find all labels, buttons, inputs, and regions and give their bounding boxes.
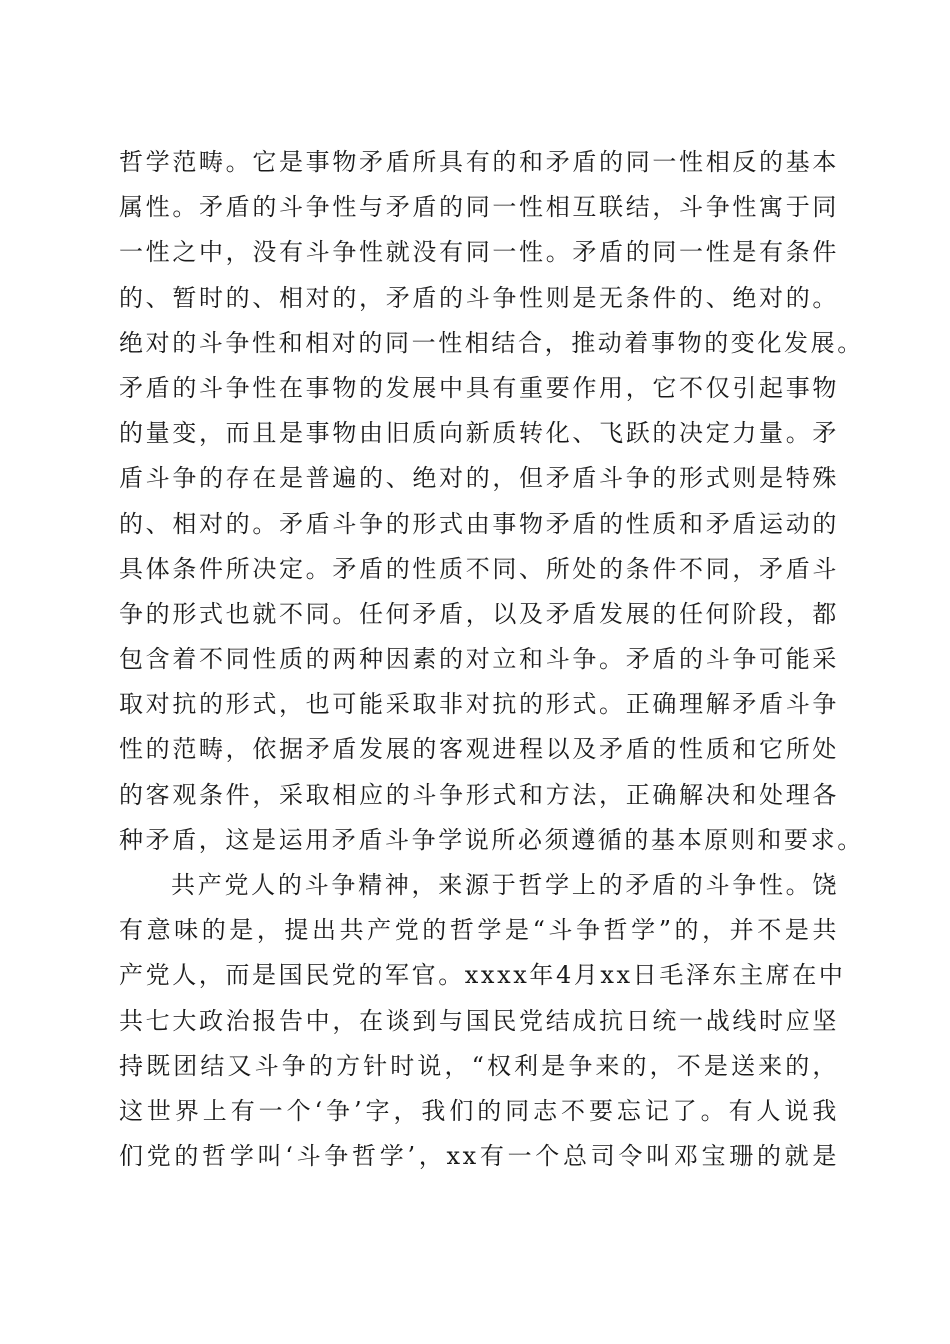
text-line: 性的范畴，依据矛盾发展的客观进程以及矛盾的性质和它所处 bbox=[119, 735, 839, 764]
paragraph-end-line: 种矛盾，这是运用矛盾斗争学说所必须遵循的基本原则和要求。 bbox=[119, 825, 864, 854]
text-line: 一性之中，没有斗争性就没有同一性。矛盾的同一性是有条件 bbox=[119, 238, 839, 267]
text-line: 的客观条件，采取相应的斗争形式和方法，正确解决和处理各 bbox=[119, 780, 839, 809]
text-line: 有意味的是，提出共产党的哲学是“斗争哲学”的，并不是共 bbox=[119, 916, 839, 945]
text-line: 产党人，而是国民党的军官。xxxx年4月xx日毛泽东主席在中 bbox=[119, 961, 846, 990]
text-line: 的、相对的。矛盾斗争的形式由事物矛盾的性质和矛盾运动的 bbox=[119, 509, 839, 538]
text-line: 包含着不同性质的两种因素的对立和斗争。矛盾的斗争可能采 bbox=[119, 645, 839, 674]
text-line: 的量变，而且是事物由旧质向新质转化、飞跃的决定力量。矛 bbox=[119, 419, 839, 448]
text-line: 共七大政治报告中，在谈到与国民党结成抗日统一战线时应坚 bbox=[119, 1006, 839, 1035]
text-line: 盾斗争的存在是普遍的、绝对的，但矛盾斗争的形式则是特殊 bbox=[119, 464, 839, 493]
text-line: 矛盾的斗争性在事物的发展中具有重要作用，它不仅引起事物 bbox=[119, 373, 839, 402]
text-line: 具体条件所决定。矛盾的性质不同、所处的条件不同，矛盾斗 bbox=[119, 554, 839, 583]
text-line: 的、暂时的、相对的，矛盾的斗争性则是无条件的、绝对的。 bbox=[119, 283, 839, 312]
text-line: 持既团结又斗争的方针时说，“权利是争来的，不是送来的， bbox=[119, 1051, 839, 1080]
paragraph-start-line: 共产党人的斗争精神，来源于哲学上的矛盾的斗争性。饶 bbox=[171, 871, 839, 899]
body-text bbox=[119, 140, 864, 1179]
text-line: 取对抗的形式，也可能采取非对抗的形式。正确理解矛盾斗争 bbox=[119, 690, 839, 719]
text-line: 属性。矛盾的斗争性与矛盾的同一性相互联结，斗争性寓于同 bbox=[119, 193, 839, 222]
text-line: 哲学范畴。它是事物矛盾所具有的和矛盾的同一性相反的基本 bbox=[119, 148, 839, 176]
text-line: 这世界上有一个‘争’字，我们的同志不要忘记了。有人说我 bbox=[119, 1096, 839, 1125]
text-line: 们党的哲学叫‘斗争哲学’，xx有一个总司令叫邓宝珊的就是 bbox=[119, 1142, 839, 1171]
text-line: 争的形式也就不同。任何矛盾，以及矛盾发展的任何阶段，都 bbox=[119, 599, 839, 628]
text-line: 绝对的斗争性和相对的同一性相结合，推动着事物的变化发展。 bbox=[119, 328, 864, 357]
